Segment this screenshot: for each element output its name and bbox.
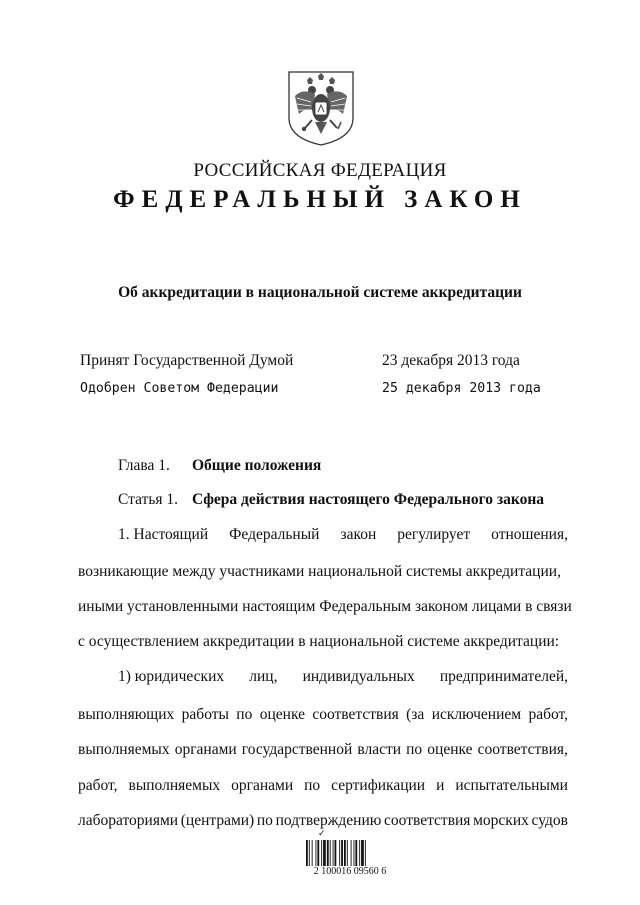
body-word: (за xyxy=(406,706,425,723)
body-word: работ, xyxy=(528,706,568,723)
barcode-digits: 2 100016 09560 6 xyxy=(313,866,387,877)
body-word: выполняемых xyxy=(78,741,170,758)
body-word: по xyxy=(236,706,253,723)
body-word: регулирует xyxy=(397,526,471,543)
body-word: по xyxy=(406,741,423,758)
body-word: государственной xyxy=(241,741,353,758)
body-word: лабораториями xyxy=(78,812,179,829)
body-word: лиц, xyxy=(249,668,278,685)
body-word: и xyxy=(436,777,445,794)
body-line xyxy=(118,668,568,686)
approved-label: Одобрен Советом Федерации xyxy=(80,381,279,396)
body-line xyxy=(78,563,568,581)
body-word: выполняемых xyxy=(128,777,221,794)
body-word: соответствия, xyxy=(477,741,568,758)
body-word: власти xyxy=(357,741,402,758)
body-word: морских xyxy=(473,812,529,829)
body-word: оценке xyxy=(259,706,305,723)
chapter-label: Глава 1. xyxy=(118,457,170,474)
russian-coat-of-arms-icon xyxy=(285,68,357,148)
body-word: испытательными xyxy=(455,777,568,794)
body-word: соответствия xyxy=(312,706,399,723)
body-line xyxy=(78,777,568,795)
body-word: (центрами) xyxy=(180,812,255,829)
body-word: подтверждению xyxy=(275,812,382,829)
body-line xyxy=(78,706,568,724)
body-word: возникающие между участниками национальной системы аккредитации, xyxy=(78,563,561,580)
body-word: 1. Настоящий xyxy=(118,526,209,543)
body-word: закон xyxy=(340,526,377,543)
body-word: 1) юридических xyxy=(118,668,225,685)
body-word: оценке xyxy=(427,741,473,758)
barcode-mark-icon: ✓ xyxy=(318,828,326,838)
body-word: сертификации xyxy=(331,777,426,794)
body-word: соответствия xyxy=(384,812,471,829)
body-line xyxy=(78,741,568,759)
adopted-date: 23 декабря 2013 года xyxy=(382,352,520,369)
body-word: работ, xyxy=(78,777,118,794)
adopted-label: Принят Государственной Думой xyxy=(80,352,294,369)
body-word: судов xyxy=(531,812,568,829)
body-word: иными установленными настоящим Федеральным законом лицами в связи xyxy=(78,598,572,615)
article-title: Сфера действия настоящего Федерального закона xyxy=(192,491,545,508)
chapter-title: Общие положения xyxy=(192,457,322,474)
body-line xyxy=(118,526,568,544)
body-word: отношения, xyxy=(491,526,568,543)
body-line xyxy=(78,598,572,616)
barcode-icon xyxy=(306,840,388,868)
body-word: выполняющих xyxy=(78,706,175,723)
body-word: по xyxy=(256,812,273,829)
approved-date: 25 декабря 2013 года xyxy=(382,381,541,396)
body-word: работы xyxy=(181,706,229,723)
country-name: РОССИЙСКАЯ ФЕДЕРАЦИЯ xyxy=(193,160,447,181)
body-word: органами xyxy=(231,777,294,794)
law-title: Об аккредитации в национальной системе аккредитации xyxy=(118,284,522,301)
body-word: предпринимателей, xyxy=(439,668,568,685)
body-word: Федеральный xyxy=(229,526,320,543)
body-line xyxy=(78,633,568,651)
law-type: ФЕДЕРАЛЬНЫЙ ЗАКОН xyxy=(113,186,527,213)
body-word: с осуществлением аккредитации в национальной системе аккредитации: xyxy=(78,633,560,650)
body-word: по xyxy=(304,777,321,794)
body-word: органами xyxy=(174,741,237,758)
body-word: исключением xyxy=(431,706,522,723)
article-label: Статья 1. xyxy=(118,491,179,508)
body-word: индивидуальных xyxy=(302,668,415,685)
